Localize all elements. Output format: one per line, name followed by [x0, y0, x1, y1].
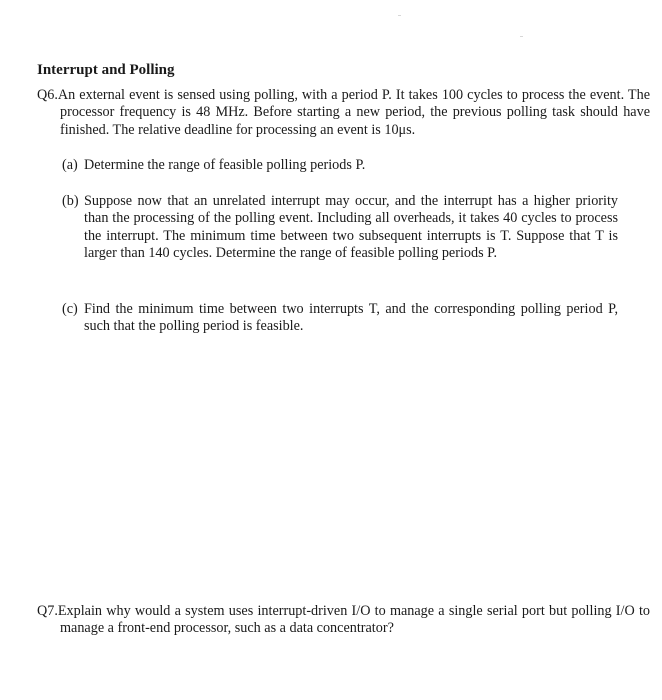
part-b-label: (b)	[62, 193, 79, 209]
question-7-label: Q7.	[37, 603, 58, 619]
question-6-part-c	[62, 301, 618, 336]
question-7-text: Explain why would a system uses interrupt-driven I/O to manage a single serial port but polling I/O to manage a front-end processor, such as a data concentrator?	[57, 603, 650, 637]
scan-mark	[398, 15, 401, 16]
question-6-part-a	[62, 157, 618, 174]
part-a-label: (a)	[62, 157, 78, 173]
part-c-text: Find the minimum time between two interrupts T, and the corresponding polling period P, such that the polling period is feasible.	[84, 301, 618, 335]
part-b-text: Suppose now that an unrelated interrupt may occur, and the interrupt has a higher priority than the processing of the polling event. Including all overheads, it takes 40 cycles to process the interrupt. The minimum time between two subsequent interrupts is T. Suppose that T is larger than 140 cycles. Determine the range of feasible polling periods P.	[84, 193, 618, 262]
question-6-label: Q6.	[37, 87, 58, 103]
section-heading: Interrupt and Polling	[37, 62, 175, 78]
question-6-text: An external event is sensed using polling, with a period P. It takes 100 cycles to process the event. The processor frequency is 48 MHz. Before starting a new period, the previous polling task should have finished. The relative deadline for processing an event is 10μs.	[57, 87, 650, 138]
question-6	[37, 87, 650, 139]
part-a-text: Determine the range of feasible polling periods P.	[84, 157, 366, 174]
question-7	[37, 603, 650, 638]
scan-mark	[520, 36, 523, 37]
part-c-label: (c)	[62, 301, 78, 317]
question-6-part-b	[62, 193, 618, 263]
